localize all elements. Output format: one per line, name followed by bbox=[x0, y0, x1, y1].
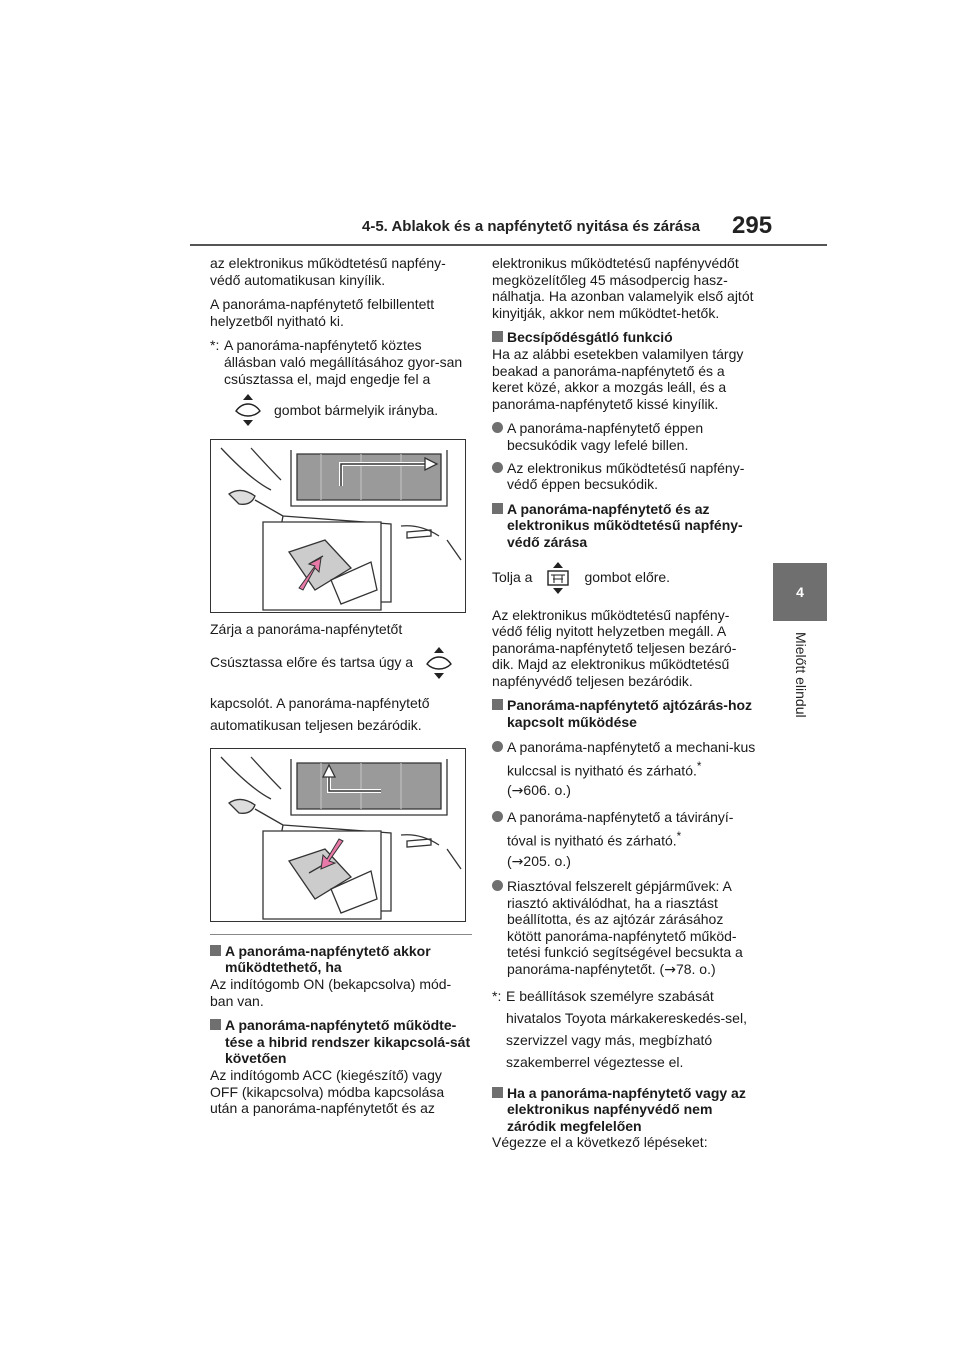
list-item bbox=[492, 878, 758, 979]
section-square-icon bbox=[492, 331, 503, 342]
footnote-mark: *: bbox=[492, 987, 502, 1004]
bullet-icon bbox=[492, 741, 503, 752]
list-item-text: Riasztóval felszerelt gépjárművek: A riasztó aktiválódhat, ha a riasztást beállította, és az ajtózár zárásához kötött panoráma-napfénytető működ-tetési funkció segítségével becsukta a panoráma-napfénytetőt. (→78. o.) bbox=[507, 877, 743, 978]
right-column bbox=[492, 255, 758, 1159]
paragraph: elektronikus működtetésű napfényvédőt megközelítőleg 45 másodpercig hasz-nálhatja. Ha azonban valamelyik első ajtót kinyitják, akkor nem működtet-hetők. bbox=[492, 255, 754, 321]
section-square-icon bbox=[492, 1087, 503, 1098]
footnote-text: E beállítások személyre szabását hivatalos Toyota márkakereskedés-sel, szervizzel vagy más, megbízható szakemberrel végeztesse el. bbox=[506, 987, 747, 1070]
bullet-icon bbox=[492, 880, 503, 891]
push-instruction bbox=[492, 561, 758, 595]
chapter-tab[interactable]: 4 bbox=[773, 563, 827, 621]
bullet-icon bbox=[492, 811, 503, 822]
footnote bbox=[492, 985, 758, 1073]
sunshade-switch-icon bbox=[542, 561, 574, 595]
paragraph: Az elektronikus működtetésű napfény-védő félig nyitott helyzetben megáll. A panoráma-napfénytető teljesen bezáró-dik. Majd az elektronikus működtetésű napfényvédő teljesen bezáródik. bbox=[492, 606, 737, 689]
list-item bbox=[492, 807, 758, 872]
section-title: A panoráma-napfénytető és az elektronikus működtetésű napfény-védő zárása bbox=[507, 500, 743, 550]
section-heading bbox=[492, 1085, 758, 1135]
paragraph: az elektronikus működtetésű napfény-védő automatikusan kinyílik. bbox=[210, 255, 446, 288]
list-item bbox=[492, 420, 758, 453]
left-column bbox=[210, 255, 472, 1125]
section-title: A panoráma-napfénytető működte-tése a hibrid rendszer kikapcsolá-sát követően bbox=[225, 1017, 471, 1067]
list-item-text: Az elektronikus működtetésű napfény-védő éppen becsukódik. bbox=[507, 459, 745, 493]
paragraph: Csúsztassa előre és tartsa úgy a bbox=[210, 654, 414, 671]
paragraph: Ha az alábbi esetekben valamilyen tárgy beakad a panoráma-napfénytető és a keret közé, akkor a mozgás leáll, és a panoráma-napfénytető kissé kinyílik. bbox=[492, 345, 744, 412]
paragraph: Az indítógomb ON (bekapcsolva) mód-ban van. bbox=[210, 975, 452, 1009]
section-square-icon bbox=[492, 503, 503, 514]
chapter-title: 4-5. Ablakok és a napfénytető nyitása és zárása bbox=[362, 218, 700, 235]
list-item bbox=[492, 737, 758, 802]
bullet-icon bbox=[492, 462, 503, 473]
footnote-mark: *: bbox=[210, 337, 220, 354]
list-item-text: A panoráma-napfénytető a mechani-kus kulccsal is nyitható és zárható.* (→606. o.) bbox=[507, 738, 756, 800]
list-item-text: A panoráma-napfénytető éppen becsukódik vagy lefelé billen. bbox=[507, 420, 704, 453]
paragraph: Az indítógomb ACC (kiegészítő) vagy OFF (kikapcsolva) módba kapcsolása után a panoráma-napfénytetőt és az bbox=[210, 1066, 445, 1117]
footnote-text: A panoráma-napfénytető köztes állásban való megállításához gyor-san csúsztassa el, majd engedje fel a bbox=[224, 337, 463, 387]
section-title: Panoráma-napfénytető ajtózárás-hoz kapcsolt működése bbox=[507, 697, 753, 731]
section-square-icon bbox=[210, 1019, 221, 1030]
sunroof-switch-icon bbox=[232, 393, 264, 427]
section-heading bbox=[492, 697, 758, 730]
figure-caption: Zárja a panoráma-napfénytetőt bbox=[210, 621, 403, 638]
section-heading bbox=[492, 501, 758, 551]
section-square-icon bbox=[492, 699, 503, 710]
section-heading bbox=[210, 943, 472, 976]
list-item-text: A panoráma-napfénytető a távirányí-tóval is nyitható és zárható.* (→205. o.) bbox=[507, 809, 734, 870]
header-rule bbox=[190, 244, 827, 246]
footnote-text-end: gombot bármelyik irányba. bbox=[274, 401, 439, 418]
section-title: Becsípődésgátló funkció bbox=[507, 329, 673, 346]
section-title: Ha a panoráma-napfénytető vagy az elektronikus napfényvédő nem záródik megfelelően bbox=[507, 1084, 746, 1134]
paragraph: kapcsolót. A panoráma-napfénytető automatikusan teljesen bezáródik. bbox=[210, 694, 430, 733]
illustration-close-roof bbox=[210, 748, 466, 922]
paragraph: Végezze el a következő lépéseket: bbox=[492, 1134, 708, 1151]
list-item bbox=[492, 460, 758, 493]
switch-line bbox=[232, 393, 472, 427]
section-title: A panoráma-napfénytető akkor működtethető, ha bbox=[225, 942, 431, 976]
footnote bbox=[210, 337, 472, 387]
section-square-icon bbox=[210, 945, 221, 956]
paragraph: Tolja a bbox=[492, 569, 533, 586]
section-divider bbox=[210, 934, 472, 935]
illustration-open-roof bbox=[210, 439, 466, 613]
bullet-icon bbox=[492, 422, 503, 433]
sunroof-switch-icon bbox=[423, 646, 455, 680]
paragraph: gombot előre. bbox=[584, 569, 671, 586]
paragraph: A panoráma-napfénytető felbillentett helyzetből nyitható ki. bbox=[210, 296, 435, 329]
section-heading bbox=[492, 329, 758, 346]
close-instruction bbox=[210, 646, 472, 680]
page-number: 295 bbox=[732, 212, 773, 239]
section-heading bbox=[210, 1017, 472, 1067]
chapter-tab-label: Mielőtt elindul bbox=[793, 632, 809, 718]
